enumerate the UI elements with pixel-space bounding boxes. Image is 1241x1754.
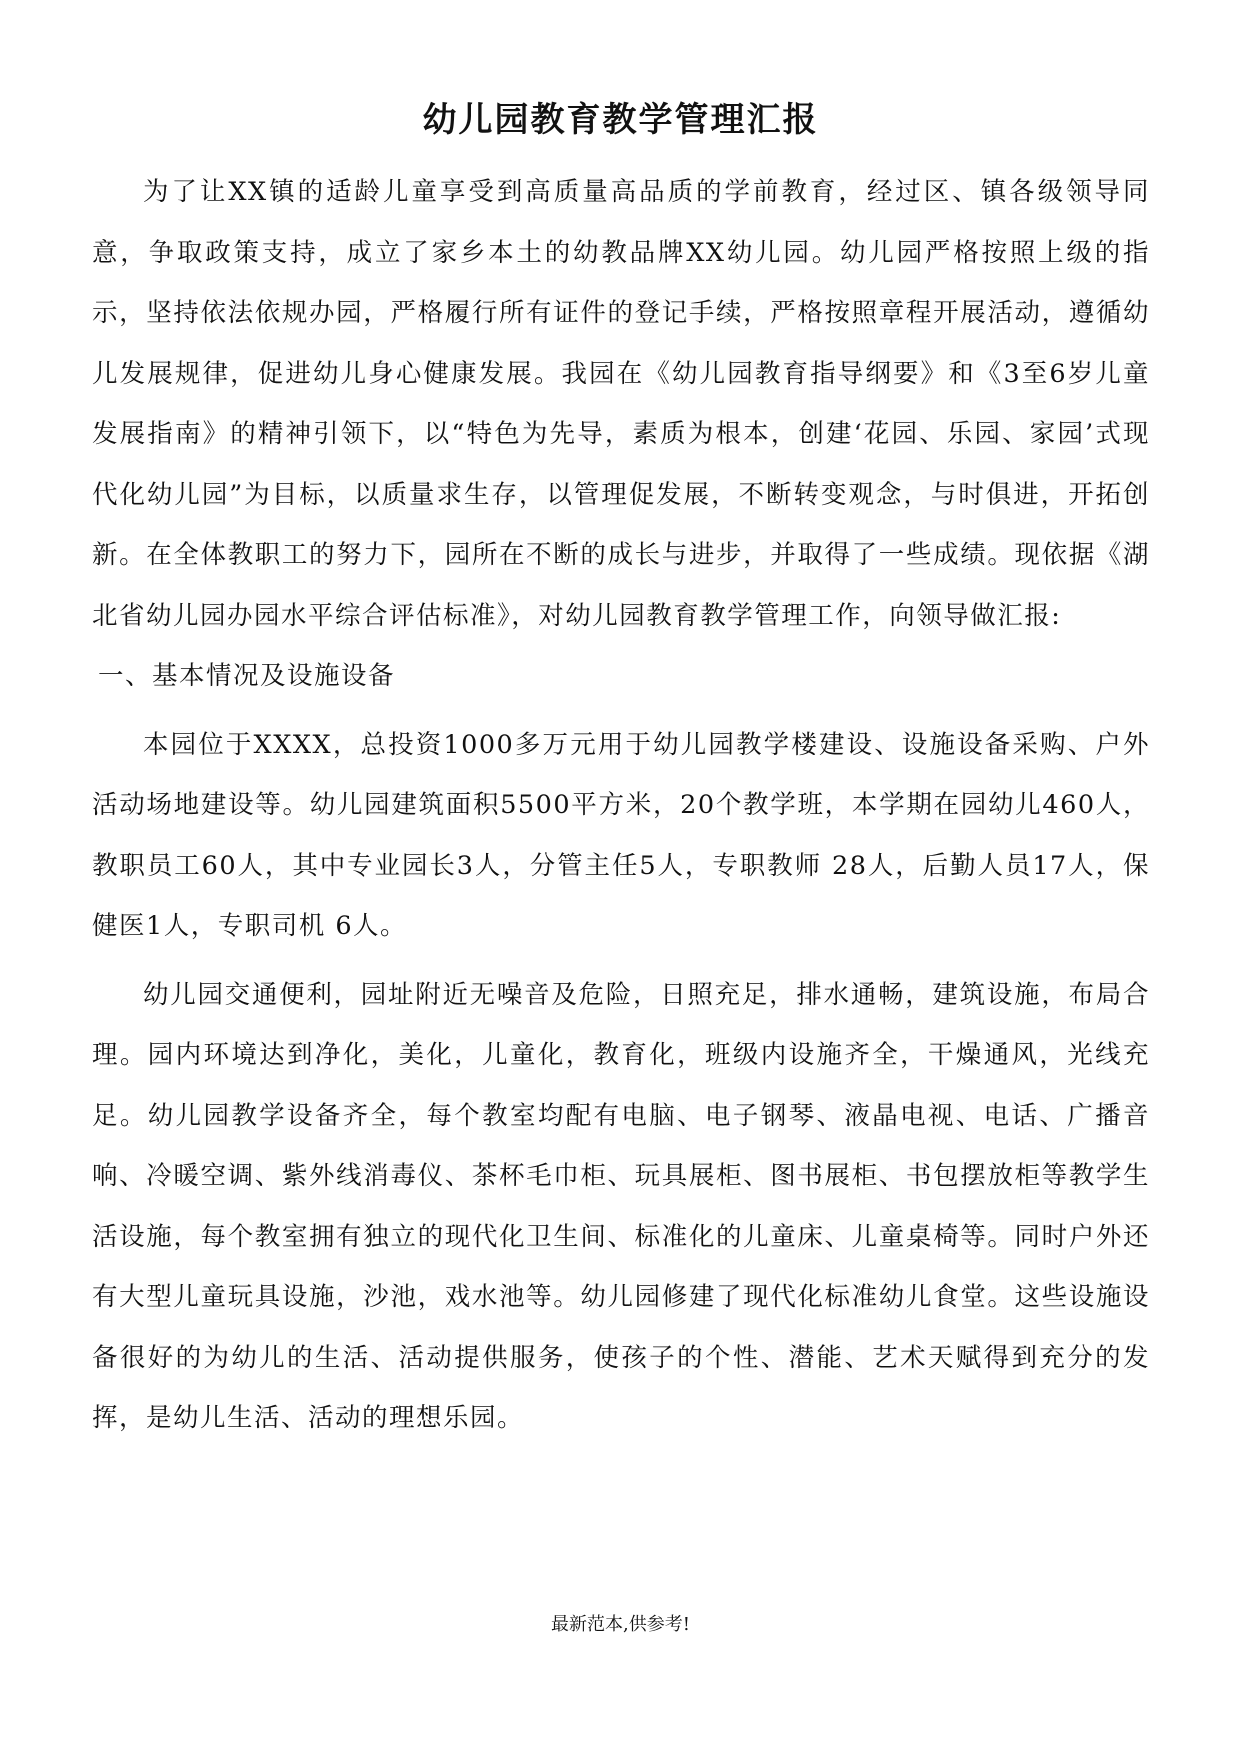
facilities-paragraph: 幼儿园交通便利，园址附近无噪音及危险，日照充足，排水通畅，建筑设施，布局合理。园内环境达到净化，美化，儿童化，教育化，班级内设施齐全，干燥通风，光线充足。幼儿园教学设备齐全，每个教室均配有电脑、电子钢琴、液晶电视、电话、广播音响、冷暖空调、紫外线消毒仪、茶杯毛巾柜、玩具展柜、图书展柜、书包摆放柜等教学生活设施，每个教室拥有独立的现代化卫生间、标准化的儿童床、儿童桌椅等。同时户外还有大型儿童玩具设施，沙池，戏水池等。幼儿园修建了现代化标准幼儿食堂。这些设施设备很好的为幼儿的生活、活动提供服务，使孩子的个性、潜能、艺术天赋得到充分的发挥，是幼儿生活、活动的理想乐园。 xyxy=(92,979,1150,1433)
page-footer: 最新范本,供参考! xyxy=(551,1614,690,1635)
section-heading: 一、基本情况及设施设备 xyxy=(98,661,396,691)
basic-info-paragraph: 本园位于XXXX，总投资1000多万元用于幼儿园教学楼建设、设施设备采购、户外活动场地建设等。幼儿园建筑面积5500平方米，20个教学班，本学期在园幼儿460人，教职员工60人，其中专业园长3人，分管主任5人，专职教师 28人，后勤人员17人，保健医1人，专职司机 6人。 xyxy=(92,729,1150,941)
document-title: 幼儿园教育教学管理汇报 xyxy=(422,100,819,140)
document-body xyxy=(92,162,1150,1449)
intro-paragraph: 为了让XX镇的适龄儿童享受到高质量高品质的学前教育，经过区、镇各级领导同意，争取政策支持，成立了家乡本土的幼教品牌XX幼儿园。幼儿园严格按照上级的指示，坚持依法依规办园，严格履行所有证件的登记手续，严格按照章程开展活动，遵循幼儿发展规律，促进幼儿身心健康发展。我园在《幼儿园教育指导纲要》和《3至6岁儿童发展指南》的精神引领下，以“特色为先导，素质为根本，创建‘花园、乐园、家园’式现代化幼儿园”为目标，以质量求生存，以管理促发展，不断转变观念，与时俱进，开拓创新。在全体教职工的努力下，园所在不断的成长与进步，并取得了一些成绩。现依据《湖北省幼儿园办园水平综合评估标准》，对幼儿园教育教学管理工作，向领导做汇报: xyxy=(92,177,1150,631)
